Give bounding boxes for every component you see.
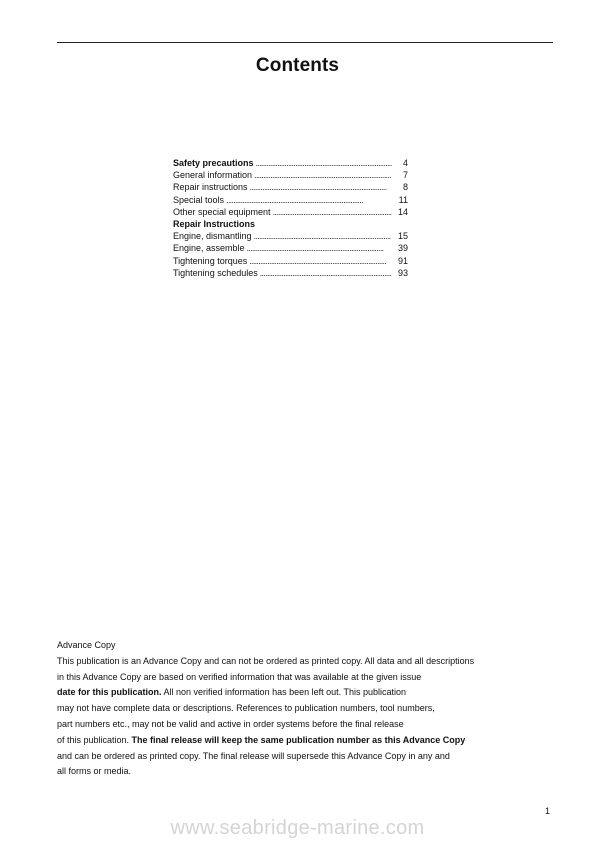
notice-bold-text: date for this publication. bbox=[57, 687, 162, 698]
toc-entry-label: Other special equipment bbox=[173, 206, 271, 217]
toc-entry-label: Repair instructions bbox=[173, 182, 248, 193]
toc-entry-other-special-equipment[interactable] bbox=[173, 206, 408, 218]
table-of-contents bbox=[173, 157, 408, 279]
toc-leader-dots bbox=[250, 181, 392, 193]
notice-line: all forms or media. bbox=[57, 766, 132, 777]
notice-line: and can be ordered as printed copy. The final release will supersede this Advance Copy in any and bbox=[57, 750, 450, 761]
notice-line bbox=[57, 685, 557, 701]
toc-entry-label: Safety precautions bbox=[173, 158, 254, 168]
notice-bold-text: The final release will keep the same publication number as this Advance Copy bbox=[131, 734, 466, 745]
toc-entry-label: Engine, dismantling bbox=[173, 231, 252, 242]
header-rule bbox=[57, 42, 553, 43]
toc-entry-repair-instructions[interactable] bbox=[173, 181, 408, 193]
toc-leader-dots bbox=[254, 230, 392, 242]
page-title: Contents bbox=[255, 55, 340, 76]
toc-entry-page: 15 bbox=[397, 231, 408, 242]
toc-section-heading: Repair Instructions bbox=[173, 219, 256, 230]
toc-entry-page: 8 bbox=[402, 182, 408, 193]
toc-leader-dots bbox=[273, 206, 392, 218]
page-number: 1 bbox=[545, 806, 551, 816]
toc-entry-label: Special tools bbox=[173, 194, 225, 205]
advance-copy-notice bbox=[57, 638, 557, 780]
toc-entry-page: 91 bbox=[397, 255, 408, 266]
notice-line: This publication is an Advance Copy and can not be ordered as printed copy. All data and all descriptions bbox=[57, 655, 475, 666]
toc-entry-page: 7 bbox=[402, 170, 408, 181]
toc-entry-label: Tightening schedules bbox=[173, 267, 258, 278]
notice-text: of this publication. bbox=[57, 734, 132, 745]
toc-entry-general-information[interactable] bbox=[173, 169, 408, 181]
toc-entry-page: 4 bbox=[402, 158, 408, 168]
notice-heading: Advance Copy bbox=[57, 640, 116, 650]
toc-entry-engine-dismantling[interactable] bbox=[173, 230, 408, 242]
toc-leader-dots bbox=[256, 157, 392, 169]
notice-line bbox=[57, 733, 557, 749]
watermark: www.seabridge-marine.com bbox=[170, 817, 425, 839]
notice-line: may not have complete data or descriptions. References to publication numbers, tool numbers, bbox=[57, 703, 435, 714]
toc-entry-page: 39 bbox=[397, 243, 408, 254]
toc-leader-dots bbox=[254, 169, 392, 181]
toc-leader-dots bbox=[247, 242, 392, 254]
toc-leader-dots bbox=[249, 255, 392, 267]
toc-entry-tightening-schedules[interactable] bbox=[173, 267, 408, 279]
toc-entry-special-tools[interactable] bbox=[173, 194, 408, 206]
toc-entry-engine-assemble[interactable] bbox=[173, 242, 408, 254]
toc-entry-page: 14 bbox=[397, 206, 408, 217]
toc-leader-dots bbox=[226, 194, 392, 206]
toc-entry-tightening-torques[interactable] bbox=[173, 255, 408, 267]
toc-leader-dots bbox=[260, 267, 392, 279]
notice-line: in this Advance Copy are based on verified information that was available at the given issue bbox=[57, 671, 422, 682]
toc-entry-page: 11 bbox=[398, 194, 408, 205]
notice-line: part numbers etc., may not be valid and active in order systems before the final release bbox=[57, 718, 404, 729]
toc-entry-page: 93 bbox=[397, 267, 408, 278]
toc-entry-label: Tightening torques bbox=[173, 255, 248, 266]
toc-entry-safety-precautions[interactable] bbox=[173, 157, 408, 169]
toc-entry-label: Engine, assemble bbox=[173, 243, 245, 254]
toc-entry-label: General information bbox=[173, 170, 253, 181]
notice-text: All non verified information has been left out. This publication bbox=[161, 687, 406, 698]
